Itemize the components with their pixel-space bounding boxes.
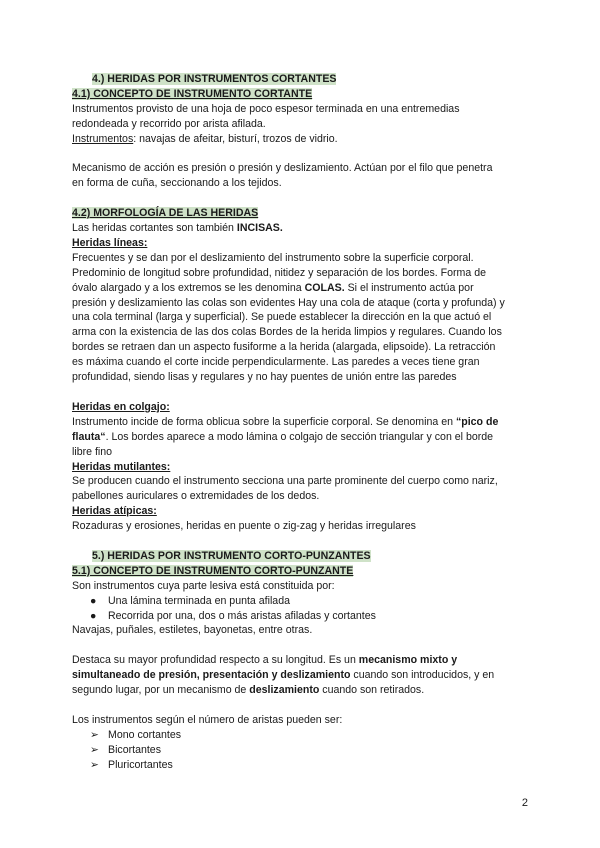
mechanism-line-1: Mecanismo de acción es presión o presión y deslizamiento. Actúan por el filo que penetra — [72, 162, 493, 175]
deslizamiento-bold: deslizamiento — [249, 684, 320, 697]
lineas-line-8: es máxima cuando el corte incide perpendicularmente. Las paredes a veces tiene gran — [72, 356, 480, 369]
mechanism-line-2: en forma de cuña, seccionando a los tejidos. — [72, 177, 282, 190]
list-item — [72, 743, 532, 758]
section-4-heading: 4.) HERIDAS POR INSTRUMENTOS CORTANTES — [92, 73, 337, 85]
document-page — [72, 72, 532, 773]
list-item-text: Una lámina terminada en punta afilada — [108, 594, 290, 607]
instruments-line — [72, 132, 532, 147]
list-item-text: Bicortantes — [108, 743, 161, 756]
lineas-line-5: una cola terminal (larga y superficial). Se puede establecer la dirección en la que actuó el — [72, 311, 492, 324]
subsection-4-2-heading: 4.2) MORFOLOGÍA DE LAS HERIDAS — [72, 207, 259, 220]
list-item — [72, 758, 532, 773]
lineas-line-7: bordes se retraen dan un aspecto fusiforme a la herida (alargada, elipsoide). La retracción — [72, 341, 496, 354]
lineas-line-2: Predominio de longitud sobre profundidad, nitidez y separación de los bordes. Forma de — [72, 266, 486, 279]
arrow-icon: ➢ — [90, 758, 99, 771]
heridas-colgajo-heading: Heridas en colgajo: — [72, 400, 170, 413]
lineas-line-3-text: óvalo alargado y a los extremos se les denomina — [72, 281, 305, 294]
pico-de-bold: “pico de — [455, 415, 499, 428]
colgajo-line-2 — [72, 430, 532, 445]
flauta-bold: flauta“ — [72, 430, 106, 443]
instruments-label: Instrumentos — [72, 132, 134, 145]
heridas-lineas-heading: Heridas líneas: — [72, 236, 148, 249]
mecanismo-line-3 — [72, 683, 532, 698]
list-item-text: Pluricortantes — [108, 758, 173, 771]
aristas-intro: Los instrumentos según el número de aristas pueden ser: — [72, 713, 343, 726]
mecanismo-line-2 — [72, 668, 532, 683]
bullet-icon: ● — [90, 594, 97, 607]
ejemplos-line: Navajas, puñales, estiletes, bayonetas, entre otras. — [72, 624, 313, 637]
colgajo-line-1-text: Instrumento incide de forma oblicua sobre la superficie corporal. Se denomina en — [72, 415, 456, 428]
lineas-line-4: presión y deslizamiento las colas son evidentes Hay una cola de ataque (corta y profunda) y — [72, 296, 505, 309]
arrow-icon: ➢ — [90, 743, 99, 756]
lineas-line-1: Frecuentes y se dan por el deslizamiento del instrumento sobre la superficie corporal. — [72, 251, 474, 264]
colgajo-line-2-text: . Los bordes aparece a modo lámina o colgajo de sección triangular y con el borde — [105, 430, 494, 443]
list-item-text: Mono cortantes — [108, 728, 182, 741]
definition-line-2: redondeada y recorrido por arista afilada. — [72, 117, 266, 130]
mecanismo-line-3-tail: cuando son retirados. — [319, 684, 425, 697]
list-item — [72, 594, 532, 609]
lineas-line-9: profundidad, siendo lisas y regulares y no hay puentes de unión entre las paredes — [72, 371, 457, 384]
definition-line-1: Instrumentos provisto de una hoja de poco espesor terminada en una entremedias — [72, 102, 460, 115]
subsection-4-1-heading: 4.1) CONCEPTO DE INSTRUMENTO CORTANTE — [72, 87, 313, 100]
arrow-icon: ➢ — [90, 728, 99, 741]
incisas-bold: INCISAS. — [236, 222, 283, 235]
mecanismo-mixto-bold: mecanismo mixto y — [358, 654, 458, 667]
incisas-line — [72, 221, 532, 236]
mecanismo-line-2-text: cuando son introducidos, y en — [350, 669, 495, 682]
lineas-line-6: arma con la existencia de las dos colas Bordes de la herida limpios y regulares. Cuando los — [72, 326, 502, 339]
mutilantes-line-2: pabellones auriculares o extremidades de los dedos. — [72, 490, 320, 503]
mecanismo-line-1 — [72, 653, 532, 668]
mecanismo-line-3-text: segundo lugar, por un mecanismo de — [72, 684, 250, 697]
colgajo-line-3: libre fino — [72, 445, 113, 458]
list-item — [72, 728, 532, 743]
mutilantes-line-1: Se producen cuando el instrumento secciona una parte prominente del cuerpo como nariz, — [72, 475, 498, 488]
section-5-heading: 5.) HERIDAS POR INSTRUMENTO CORTO-PUNZANTES — [92, 549, 371, 562]
list-item-text: Recorrida por una, dos o más aristas afiladas y cortantes — [108, 609, 376, 622]
incisas-text: Las heridas cortantes son también — [72, 222, 237, 235]
atipicas-line-1: Rozaduras y erosiones, heridas en puente o zig-zag y heridas irregulares — [72, 520, 416, 533]
page-number: 2 — [521, 797, 528, 809]
heridas-mutilantes-heading: Heridas mutilantes: — [72, 460, 171, 473]
colgajo-line-1 — [72, 415, 532, 430]
instruments-text: : navajas de afeitar, bisturí, trozos de vidrio. — [133, 132, 338, 145]
subsection-5-1-heading: 5.1) CONCEPTO DE INSTRUMENTO CORTO-PUNZANTE — [72, 564, 354, 577]
mecanismo-line-1-text: Destaca su mayor profundidad respecto a su longitud. Es un — [72, 654, 359, 667]
heridas-atipicas-heading: Heridas atípicas: — [72, 505, 157, 518]
simultaneado-bold: simultaneado de presión, presentación y deslizamiento — [72, 669, 351, 682]
bullet-icon: ● — [90, 609, 97, 622]
list-item — [72, 609, 532, 624]
lineas-line-3-tail: Si el instrumento actúa por — [344, 281, 474, 294]
corto-punzante-intro: Son instrumentos cuya parte lesiva está constituida por: — [72, 579, 335, 592]
lineas-line-3 — [72, 281, 532, 296]
colas-bold: COLAS. — [304, 281, 345, 294]
